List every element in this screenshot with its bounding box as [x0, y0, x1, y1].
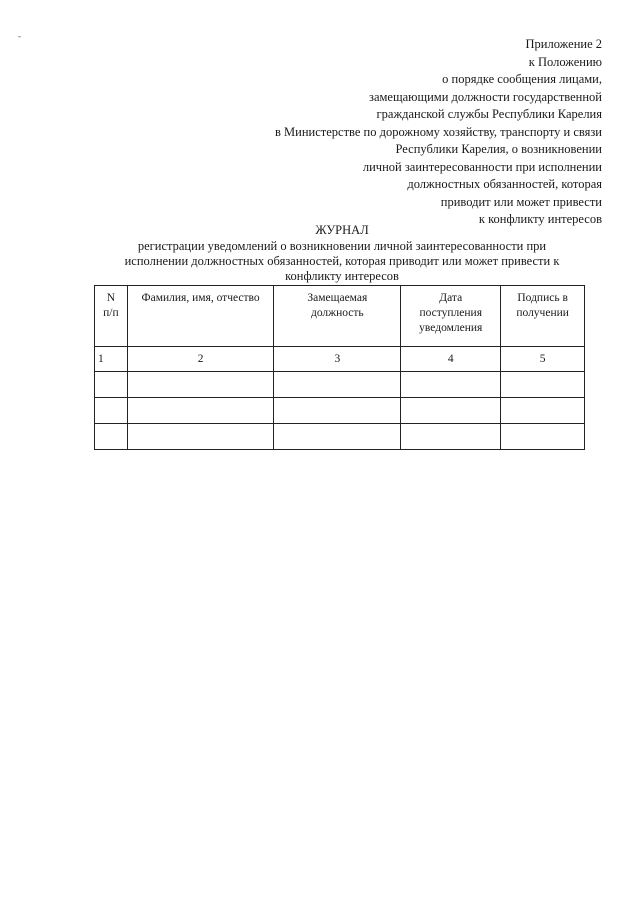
header-text: N [106, 292, 116, 304]
column-number-cell: 4 [401, 347, 501, 372]
table-cell [274, 398, 401, 424]
table-cell [95, 372, 128, 398]
header-position [274, 286, 401, 347]
table-cell [95, 424, 128, 450]
table-cell [274, 372, 401, 398]
header-text: должность [310, 307, 364, 319]
appendix-line: личной заинтересованности при исполнении [362, 159, 602, 174]
appendix-line: Республики Карелия, о возникновении [395, 142, 602, 156]
header-text: уведомления [419, 322, 483, 334]
journal-subtitle-line: исполнении должностных обязанностей, которая приводит или может привести к [124, 254, 560, 268]
header-text: получении [516, 307, 569, 319]
column-number-cell: 1 [95, 347, 128, 372]
appendix-line: к Положению [528, 54, 602, 69]
header-text: п/п [103, 307, 119, 319]
table-cell [401, 424, 501, 450]
appendix-line: Приложение 2 [525, 37, 602, 51]
table-cell [501, 424, 585, 450]
header-full-name [127, 286, 274, 347]
column-number-cell: 2 [127, 347, 274, 372]
table-cell [127, 372, 274, 398]
header-text: Подпись в [517, 292, 568, 304]
header-text: поступления [419, 307, 482, 319]
table-cell [401, 398, 501, 424]
table-cell [127, 424, 274, 450]
column-number-cell: 5 [501, 347, 585, 372]
appendix-line: приводит или может привести [440, 194, 602, 209]
header-date [401, 286, 501, 347]
appendix-line: замещающими должности государственной [369, 89, 602, 104]
table-cell [127, 398, 274, 424]
table-cell [501, 398, 585, 424]
column-number-row [95, 347, 585, 372]
header-text: Дата [439, 292, 463, 304]
table-cell [95, 398, 128, 424]
table-cell [401, 372, 501, 398]
journal-table [94, 285, 585, 450]
table-row [95, 398, 585, 424]
appendix-line: к конфликту интересов [478, 212, 602, 226]
appendix-note [182, 36, 602, 229]
column-number-cell: 3 [274, 347, 401, 372]
header-text: Фамилия, имя, отчество [141, 292, 260, 304]
appendix-line: о порядке сообщения лицами, [442, 72, 602, 86]
journal-heading: ЖУРНАЛ [315, 223, 369, 237]
table-row [95, 372, 585, 398]
journal-subtitle-line: конфликту интересов [285, 269, 399, 283]
appendix-line: в Министерстве по дорожному хозяйству, транспорту и связи [275, 124, 602, 139]
appendix-line: должностных обязанностей, которая [407, 177, 602, 191]
table-cell [274, 424, 401, 450]
header-signature [501, 286, 585, 347]
table-cell [501, 372, 585, 398]
appendix-line: гражданской службы Республики Карелия [376, 107, 602, 121]
header-number [95, 286, 128, 347]
header-text: Замещаемая [307, 292, 368, 304]
journal-subtitle-line: регистрации уведомлений о возникновении личной заинтересованности при [137, 239, 547, 253]
scan-mark: - [18, 31, 21, 41]
table-header-row [95, 286, 585, 347]
table-row [95, 424, 585, 450]
journal-title-block [92, 223, 592, 284]
